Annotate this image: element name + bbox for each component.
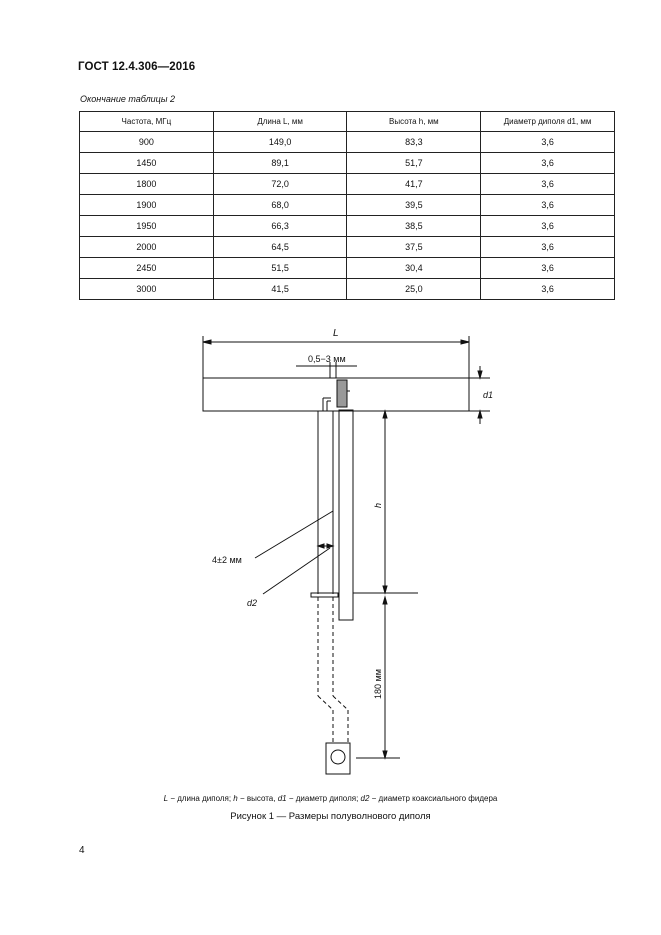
label-length: L [333,328,339,339]
cell-length: 41,5 [213,279,347,300]
page-number: 4 [79,845,85,856]
legend-l-text: − длина диполя; [168,794,234,803]
column-header-length: Длина L, мм [213,112,347,132]
cell-frequency: 2450 [80,258,214,279]
cell-diameter: 3,6 [481,237,615,258]
label-dipole-diameter: d1 [483,390,494,400]
cell-frequency: 2000 [80,237,214,258]
cell-length: 72,0 [213,174,347,195]
legend-h-symbol: h [233,794,238,803]
column-header-height: Высота h, мм [347,112,481,132]
cell-diameter: 3,6 [481,279,615,300]
cell-length: 64,5 [213,237,347,258]
legend-d2-symbol: d2 [360,794,370,803]
cell-length: 68,0 [213,195,347,216]
cell-length: 51,5 [213,258,347,279]
cell-height: 83,3 [347,132,481,153]
label-height: h [373,502,383,508]
label-gap: 0,5−3 мм [308,354,346,364]
legend-d1-text: − диаметр диполя; [286,794,361,803]
cell-height: 41,7 [347,174,481,195]
column-header-diameter: Диаметр диполя d1, мм [481,112,615,132]
cell-frequency: 1950 [80,216,214,237]
column-header-frequency: Частота, МГц [80,112,214,132]
cell-frequency: 1800 [80,174,214,195]
label-feeder-diameter: d2 [247,598,258,608]
cell-diameter: 3,6 [481,258,615,279]
legend-h-text: − высота, [237,794,278,803]
cell-height: 38,5 [347,216,481,237]
cell-frequency: 900 [80,132,214,153]
cell-diameter: 3,6 [481,132,615,153]
label-spacing: 4±2 мм [212,555,242,565]
figure-legend [0,794,661,803]
cell-height: 30,4 [347,258,481,279]
cell-diameter: 3,6 [481,216,615,237]
figure-title: Рисунок 1 — Размеры полуволнового диполя [230,811,431,822]
legend-l-symbol: L [163,794,169,803]
cell-frequency: 1450 [80,153,214,174]
legend-d1-symbol: d1 [277,794,287,803]
cell-height: 51,7 [347,153,481,174]
cell-height: 39,5 [347,195,481,216]
cell-length: 66,3 [213,216,347,237]
cell-frequency: 1900 [80,195,214,216]
cell-height: 37,5 [347,237,481,258]
cell-height: 25,0 [347,279,481,300]
cell-length: 149,0 [213,132,347,153]
cell-diameter: 3,6 [481,153,615,174]
cell-diameter: 3,6 [481,195,615,216]
table-caption: Окончание таблицы 2 [80,94,175,104]
cell-length: 89,1 [213,153,347,174]
cell-frequency: 3000 [80,279,214,300]
legend-d2-text: − диаметр коаксиального фидера [369,794,498,803]
cell-diameter: 3,6 [481,174,615,195]
label-distance: 180 мм [373,669,383,699]
standard-number: ГОСТ 12.4.306—2016 [78,61,196,73]
